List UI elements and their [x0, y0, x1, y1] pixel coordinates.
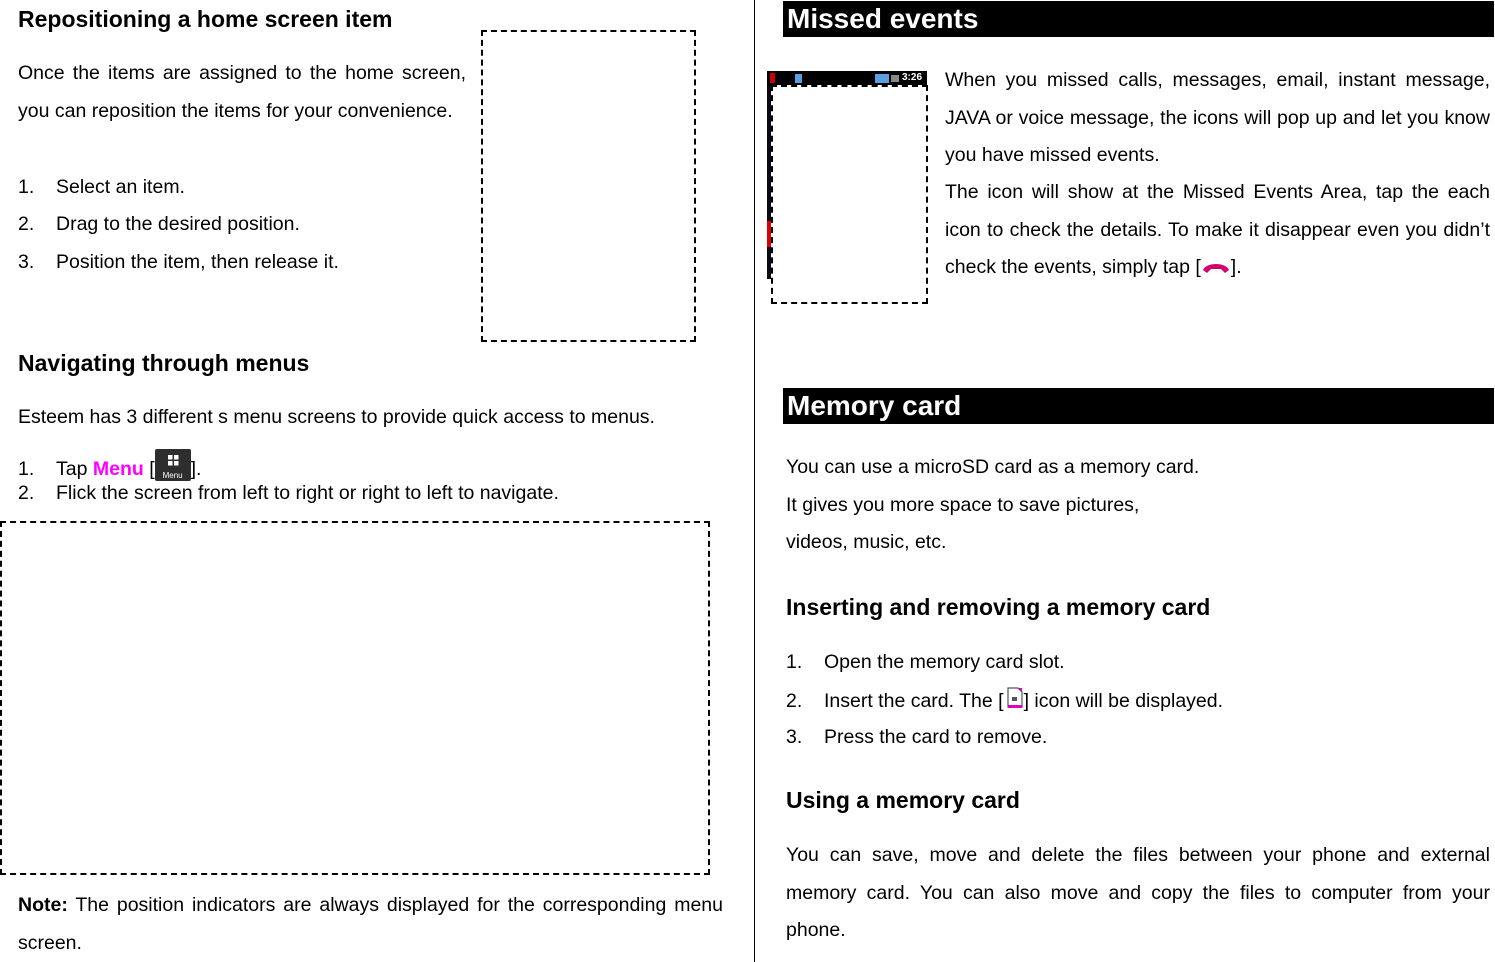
notification-icon: [795, 74, 802, 83]
step-text: Open the memory card slot.: [824, 651, 1065, 673]
reposition-intro: Once the items are assigned to the home screen, you can reposition the items for your convenience.: [18, 62, 466, 122]
menu-keyword: Menu: [92, 458, 144, 480]
note-label: Note:: [18, 894, 68, 916]
navigating-step-2: [18, 480, 559, 506]
reposition-step-3: [18, 249, 339, 275]
missed-events-para1: When you missed calls, messages, email, instant message, JAVA or voice message, the icons will pop up and let you know you have missed events.: [945, 69, 1490, 166]
menu-screens-image-placeholder: [0, 521, 710, 875]
step-text: Position the item, then release it.: [56, 251, 339, 273]
column-divider: [754, 0, 755, 962]
signal-icon: [770, 73, 775, 83]
phone-clock: 3:26: [902, 72, 923, 83]
inserting-step-1: [786, 649, 1065, 675]
using-heading: Using a memory card: [786, 787, 1020, 813]
memory-intro-line-3: videos, music, etc.: [786, 531, 947, 553]
reposition-step-2: [18, 211, 300, 237]
menu-icon: [155, 449, 191, 481]
step-number: 3.: [18, 251, 35, 273]
inserting-step-2: [786, 687, 1223, 714]
navigating-intro: Esteem has 3 different s menu screens to provide quick access to menus.: [18, 406, 655, 428]
step-text: Press the card to remove.: [824, 726, 1048, 748]
menu-icon-label: Menu: [162, 471, 183, 480]
reposition-step-1: [18, 174, 185, 200]
step-text: Select an item.: [56, 176, 185, 198]
memory-card-title: Memory card: [787, 390, 962, 421]
battery-icon: [875, 74, 889, 83]
missed-events-para2-text: The icon will show at the Missed Events Area, tap the each icon to check the details. To make it disappear even you didn’t check the events, simply tap [: [945, 181, 1490, 278]
navigating-step-1: [18, 449, 201, 482]
note-paragraph: [18, 887, 723, 962]
step-number: 2.: [786, 690, 803, 712]
reposition-heading: Repositioning a home screen item: [18, 6, 393, 32]
network-icon: [891, 75, 899, 82]
step-number: 1.: [18, 176, 35, 198]
bracket-open: [: [143, 458, 155, 480]
step-number: 3.: [786, 726, 803, 748]
missed-events-para2-end: ].: [1230, 256, 1242, 278]
step-text: Insert the card. The [: [824, 690, 1004, 712]
navigating-heading: Navigating through menus: [18, 350, 310, 376]
inserting-heading: Inserting and removing a memory card: [786, 594, 1211, 620]
step-number: 2.: [18, 482, 35, 504]
note-text: The position indicators are always displayed for the corresponding menu screen.: [18, 894, 723, 954]
missed-events-bar: [783, 1, 1494, 37]
missed-events-title: Missed events: [787, 3, 979, 34]
reposition-image-placeholder: [481, 30, 696, 342]
step-number: 1.: [18, 458, 35, 480]
memory-card-icon: [1004, 687, 1024, 709]
bracket-close: ].: [190, 458, 202, 480]
end-call-icon: [1201, 260, 1231, 274]
inserting-step-3: [786, 724, 1047, 750]
step-number: 2.: [18, 213, 35, 235]
missed-events-para2: [945, 174, 1490, 287]
step-text: Tap: [56, 458, 93, 480]
memory-card-bar: [783, 388, 1494, 424]
memory-intro-line-2: It gives you more space to save pictures,: [786, 494, 1140, 516]
step-text: Drag to the desired position.: [56, 213, 300, 235]
step-text-end: ] icon will be displayed.: [1023, 690, 1224, 712]
step-number: 1.: [786, 651, 803, 673]
using-paragraph: You can save, move and delete the files between your phone and external memory card. You can also move and copy the files to computer from your phone.: [786, 844, 1490, 941]
memory-intro-line-1: You can use a microSD card as a memory card.: [786, 456, 1200, 478]
step-text: Flick the screen from left to right or right to left to navigate.: [56, 482, 559, 504]
missed-events-image-placeholder: [771, 85, 928, 304]
